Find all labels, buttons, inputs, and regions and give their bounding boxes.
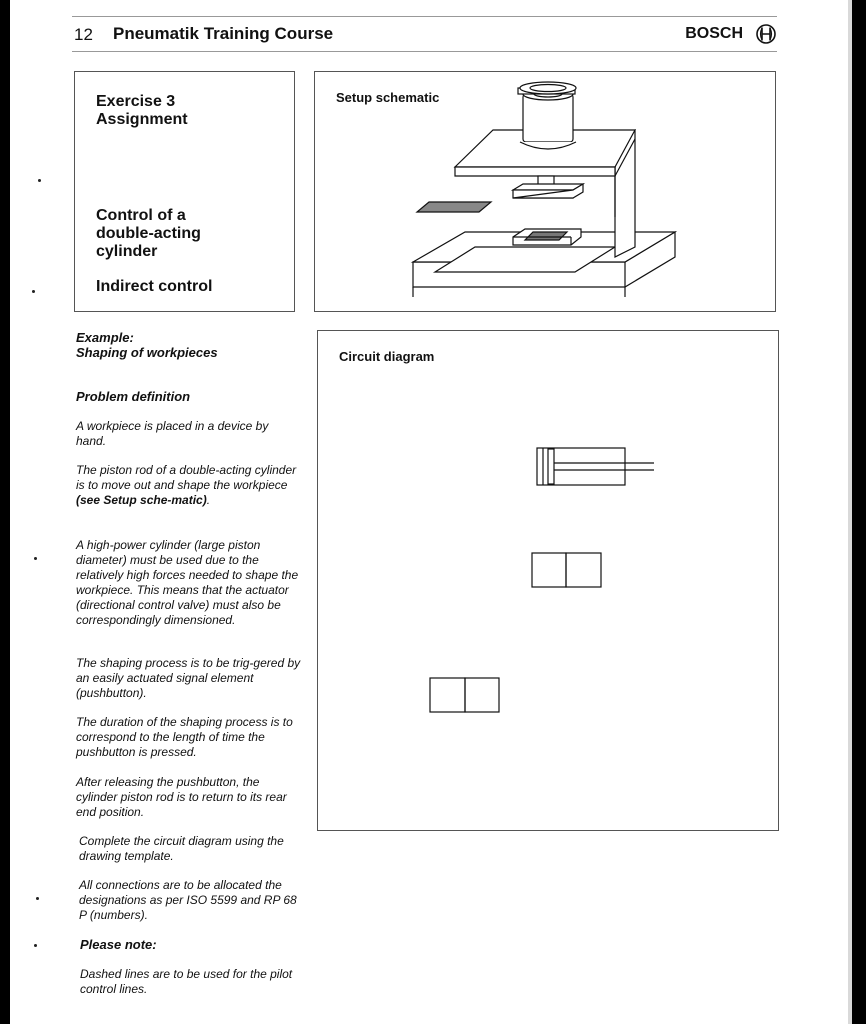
subject-line-1: Control of a <box>96 207 186 224</box>
circuit-diagram-box <box>317 330 779 831</box>
page-header <box>72 22 777 48</box>
scan-speck <box>38 179 41 182</box>
exercise-number: Exercise 3 <box>96 93 176 110</box>
paragraph-piston-rod <box>76 463 301 508</box>
setup-schematic-reference: (see Setup sche-matic) <box>76 493 207 507</box>
subject-line-2: double-acting <box>96 225 201 242</box>
problem-definition-heading: Problem definition <box>76 389 191 404</box>
subject-line-3: cylinder <box>96 243 158 260</box>
setup-schematic-box <box>314 71 776 312</box>
paragraph-complete: Complete the circuit diagram using the drawing template. <box>79 834 284 863</box>
example-label: Example: <box>76 330 134 345</box>
scan-edge-right <box>852 0 866 1024</box>
paragraph-high-power: A high-power cylinder (large piston diameter) must be used due to the relatively high forces needed to shape the workpiece. This means that the actuator (directional control valve) must also be correspondingly dimensioned. <box>76 538 299 627</box>
scan-edge-left <box>0 0 10 1024</box>
paragraph-dashed-lines: Dashed lines are to be used for the pilot control lines. <box>80 967 293 996</box>
page-number: 12 <box>74 25 93 44</box>
paragraph-release: After releasing the pushbutton, the cylinder piston rod is to return to its rear end position. <box>76 775 287 819</box>
course-title: Pneumatik Training Course <box>113 24 334 43</box>
scan-speck <box>34 557 37 560</box>
paragraph-trigger: The shaping process is to be trig-gered by an easily actuated signal element (pushbutton). <box>76 656 301 700</box>
double-acting-cylinder-symbol <box>537 448 654 485</box>
pushbutton-valve-symbol <box>430 678 499 712</box>
assignment-box <box>74 71 295 312</box>
setup-schematic-label: Setup schematic <box>336 90 440 105</box>
brand-name: BOSCH <box>685 25 743 42</box>
header-bottom-rule <box>72 51 777 52</box>
paragraph-duration: The duration of the shaping process is to correspond to the length of time the pushbutton is pressed. <box>76 715 293 759</box>
bosch-armature-logo-icon <box>755 23 777 45</box>
header-top-rule <box>72 16 777 17</box>
example-title: Shaping of workpieces <box>76 345 218 360</box>
circuit-template <box>318 331 778 830</box>
please-note-heading: Please note: <box>80 937 157 952</box>
directional-control-valve-symbol <box>532 553 601 587</box>
paragraph-workpiece: A workpiece is placed in a device by hand. <box>76 419 269 448</box>
paragraph-piston-rod-text: The piston rod of a double-acting cylinder is to move out and shape the workpiece <box>76 463 297 492</box>
scan-speck <box>36 897 39 900</box>
scan-speck <box>34 944 37 947</box>
press-device-illustration <box>315 72 775 311</box>
scan-speck <box>32 290 35 293</box>
paragraph-piston-rod-end: . <box>206 493 211 507</box>
control-type: Indirect control <box>96 278 213 295</box>
assignment-label: Assignment <box>96 111 188 128</box>
circuit-diagram-label: Circuit diagram <box>339 349 435 364</box>
paragraph-designations: All connections are to be allocated the designations as per ISO 5599 and RP 68 P (numbers). <box>79 878 297 922</box>
